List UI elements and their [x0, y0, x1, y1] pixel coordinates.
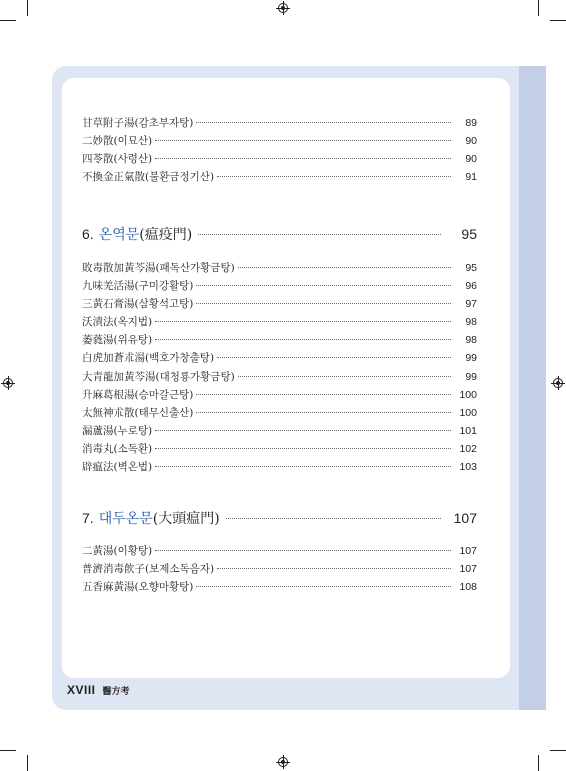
leader-dots: [217, 176, 451, 177]
crop-mark-top-right-h: [550, 20, 566, 21]
toc-list-chapter-7: [82, 543, 477, 597]
toc-list-continued: [82, 115, 477, 187]
toc-entry[interactable]: 甘草附子湯(감초부자탕) 89: [82, 117, 477, 129]
registration-mark-bottom-icon: [278, 757, 288, 767]
crop-mark-bottom-right-h: [550, 750, 566, 751]
leader-dots: [196, 412, 451, 413]
page-edge-strip: [519, 66, 546, 710]
leader-dots: [196, 122, 451, 123]
leader-dots: [196, 394, 451, 395]
crop-mark-top-right-v: [538, 0, 539, 16]
toc-entry[interactable]: 普濟消毒飮子(보제소독음자) 107: [82, 563, 477, 576]
toc-entry[interactable]: 九味羌活湯(구미강활탕) 96: [82, 280, 477, 293]
toc-entry[interactable]: 不換金正氣散(불환금정기산) 91: [82, 171, 477, 184]
crop-mark-top-left-v: [27, 0, 28, 16]
toc-entry[interactable]: 敗毒散加黃芩湯(패독산가황금탕) 95: [82, 262, 477, 274]
leader-dots: [155, 140, 451, 141]
toc-entry[interactable]: 四苓散(사령산) 90: [82, 153, 477, 166]
registration-mark-left-icon: [3, 378, 13, 388]
toc-entry[interactable]: 萎蕤湯(위유탕) 98: [82, 334, 477, 347]
leader-dots: [217, 357, 451, 358]
toc-list-chapter-6: [82, 260, 477, 477]
crop-mark-bottom-right-v: [538, 755, 539, 771]
crop-mark-top-left-h: [0, 20, 16, 21]
leader-dots: [198, 234, 441, 235]
registration-mark-right-icon: [553, 378, 563, 388]
toc-entry[interactable]: 五香麻黃湯(오향마황탕) 108: [82, 581, 477, 594]
leader-dots: [196, 303, 451, 304]
chapter-heading-7[interactable]: 7. 대두온문 (大頭瘟門) 107: [82, 510, 477, 527]
toc-entry[interactable]: 太無神朮散(태무신출산) 100: [82, 406, 477, 419]
registration-mark-top-icon: [278, 3, 288, 13]
leader-dots: [155, 158, 451, 159]
leader-dots: [238, 376, 451, 377]
leader-dots: [155, 321, 451, 322]
leader-dots: [155, 550, 451, 551]
page-number: XVIII: [67, 683, 96, 697]
toc-entry[interactable]: 漏蘆湯(누로탕) 101: [82, 424, 477, 437]
leader-dots: [155, 466, 451, 467]
toc-entry[interactable]: 二妙散(이묘산) 90: [82, 135, 477, 148]
toc-entry[interactable]: 辟瘟法(벽온법) 103: [82, 461, 477, 474]
toc-entry[interactable]: 大青龍加黃芩湯(대청룡가황금탕) 99: [82, 370, 477, 383]
leader-dots: [196, 285, 451, 286]
leader-dots: [238, 267, 451, 268]
leader-dots: [155, 448, 451, 449]
crop-mark-bottom-left-v: [27, 755, 28, 771]
leader-dots: [217, 568, 451, 569]
book-title: 醫方考: [102, 686, 130, 696]
toc-entry[interactable]: 沃漬法(옥지법) 98: [82, 316, 477, 329]
toc-entry[interactable]: 白虎加蒼朮湯(백호가창출탕) 99: [82, 352, 477, 365]
toc-entry[interactable]: 升麻葛根湯(승마갈근탕) 100: [82, 388, 477, 401]
chapter-heading-6[interactable]: 6. 온역문 (瘟疫門) 95: [82, 226, 477, 243]
toc-entry[interactable]: 三黃石膏湯(삼황석고탕) 97: [82, 298, 477, 311]
crop-mark-bottom-left-h: [0, 750, 16, 751]
leader-dots: [196, 586, 451, 587]
leader-dots: [155, 339, 451, 340]
toc-entry[interactable]: 二黃湯(이황탕) 107: [82, 545, 477, 557]
leader-dots: [155, 430, 451, 431]
leader-dots: [226, 518, 441, 519]
page-footer: [67, 683, 130, 697]
toc-entry[interactable]: 消毒丸(소독환) 102: [82, 442, 477, 455]
